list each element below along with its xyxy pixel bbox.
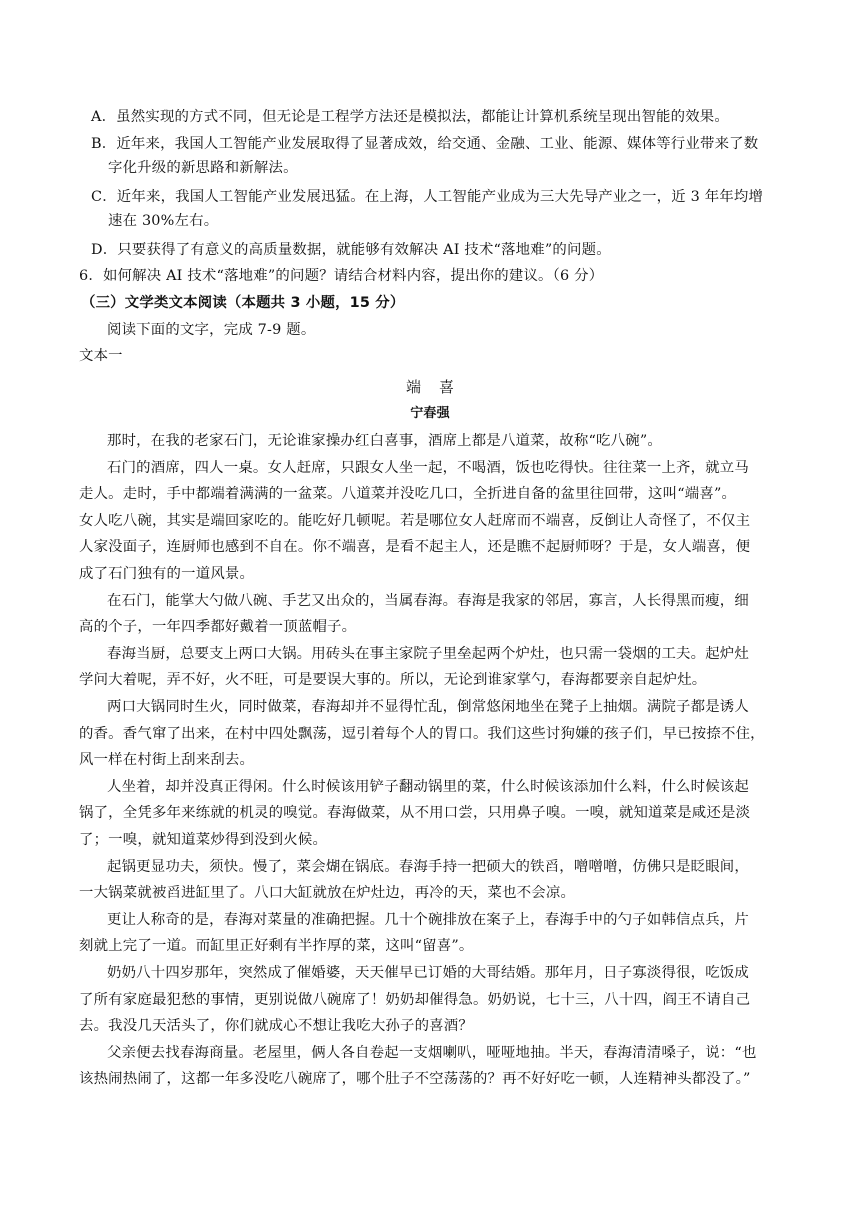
paragraph-line: 两口大锅同时生火，同时做菜，春海却并不显得忙乱，倒常悠闲地坐在凳子上抽烟。满院子都是诱人: [107, 699, 749, 715]
paragraph-line: 刻就上完了一道。而缸里正好剩有半拃厚的菜，这叫“留喜”。: [79, 938, 474, 954]
paragraph-line: 那时，在我的老家石门，无论谁家操办红白喜事，酒席上都是八道菜，故称“吃八碗”。: [107, 433, 662, 449]
story-title: 端喜: [405, 378, 472, 396]
paragraph-line: 春海当厨，总要支上两口大锅。用砖头在事主家院子里垒起两个炉灶，也只需一袋烟的工夫。起炉灶: [107, 646, 749, 662]
paragraph-line: 了所有家庭最犯愁的事情，更别说做八碗席了！奶奶却催得急。奶奶说，七十三，八十四，阎王不请自己: [79, 992, 751, 1008]
paragraph-line: 人家没面子，连厨师也感到不自在。你不端喜，是看不起主人，还是瞧不起厨师呀？于是，女人端喜，便: [79, 539, 751, 555]
paragraph-line: 女人吃八碗，其实是端回家吃的。能吃好几顿呢。若是哪位女人赶席而不端喜，反倒让人奇怪了，不仅主: [79, 513, 751, 529]
paragraph-line: 学问大着呢，弄不好，火不旺，可是要误大事的。所以，无论到谁家掌勺，春海都要亲自起炉灶。: [79, 672, 707, 688]
paragraph-line: 父亲便去找春海商量。老屋里，俩人各自卷起一支烟喇叭，哑哑地抽。半天，春海清清嗓子，说：“也: [107, 1045, 757, 1061]
paragraph-line: 锅了，全凭多年来练就的机灵的嗅觉。春海做菜，从不用口尝，只用鼻子嗅。一嗅，就知道菜是咸还是淡: [79, 805, 751, 821]
paragraph-line: 走人。走时，手中都端着满满的一盆菜。八道菜并没吃几口，全折进自备的盆里往回带，这叫“端喜”。: [79, 486, 737, 502]
option-b-line1: B．近年来，我国人工智能产业发展取得了显著成效，给交通、金融、工业、能源、媒体等行业带来了数: [91, 136, 759, 152]
paragraph-line: 去。我没几天活头了，你们就成心不想让我吃大孙子的喜酒？: [79, 1018, 473, 1034]
paragraph-line: 了；一嗅，就知道菜炒得到没到火候。: [79, 832, 328, 848]
option-a: A．虽然实现的方式不同，但无论是工程学方法还是模拟法，都能让计算机系统呈现出智能的效果。: [91, 109, 729, 125]
paragraph-line: 起锅更显功夫，须快。慢了，菜会煳在锅底。春海手持一把硕大的铁舀，噌噌噌，仿佛只是眨眼间，: [107, 859, 749, 875]
option-d: D．只要获得了有意义的高质量数据，就能够有效解决 AI 技术“落地难”的问题。: [91, 242, 611, 258]
option-c-line1: C．近年来，我国人工智能产业发展迅猛。在上海，人工智能产业成为三大先导产业之一，近 3 年年均增: [91, 189, 764, 205]
paragraph-line: 在石门，能掌大勺做八碗、手艺又出众的，当属春海。春海是我家的邻居，寡言，人长得黑而瘦，细: [107, 593, 749, 609]
paragraph-line: 的香。香气窜了出来，在村中四处飘荡，逗引着每个人的胃口。我们这些讨狗嫌的孩子们，早已按捺不住，: [79, 726, 765, 742]
text-label: 文本一: [79, 348, 123, 364]
paragraph-line: 高的个子，一年四季都好戴着一顶蓝帽子。: [79, 619, 357, 635]
paragraph-line: 一大锅菜就被舀进缸里了。八口大缸就放在炉灶边，再冷的天，菜也不会凉。: [79, 885, 576, 901]
story-author: 宁春强: [410, 406, 450, 421]
paragraph-line: 更让人称奇的是，春海对菜量的准确把握。几十个碗排放在案子上，春海手中的勺子如韩信点兵，片: [107, 912, 749, 928]
paragraph-line: 成了石门独有的一道风景。: [79, 566, 255, 582]
paragraph-line: 奶奶八十四岁那年，突然成了催婚婆，天天催早已订婚的大哥结婚。那年月，日子寡淡得很，吃饭成: [107, 965, 749, 981]
section-instruction: 阅读下面的文字，完成 7-9 题。: [107, 322, 316, 338]
option-b-line2: 字化升级的新思路和新解法。: [108, 160, 298, 176]
question-6: 6．如何解决 AI 技术“落地难”的问题？请结合材料内容，提出你的建议。（6 分）: [79, 268, 604, 284]
paragraph-line: 该热闹热闹了，这都一年多没吃八碗席了，哪个肚子不空荡荡的？再不好好吃一顿，人连精神头都没了。”: [79, 1071, 751, 1087]
paragraph-line: 石门的酒席，四人一桌。女人赶席，只跟女人坐一起，不喝酒，饭也吃得快。往往菜一上齐，就立马: [107, 460, 749, 476]
option-c-line2: 速在 30%左右。: [108, 213, 219, 229]
paragraph-line: 风一样在村街上刮来刮去。: [79, 752, 255, 768]
paragraph-line: 人坐着，却并没真正得闲。什么时候该用铲子翻动锅里的菜，什么时候该添加什么料，什么时候该起: [107, 779, 749, 795]
section-heading: （三）文学类文本阅读（本题共 3 小题，15 分）: [81, 295, 405, 311]
